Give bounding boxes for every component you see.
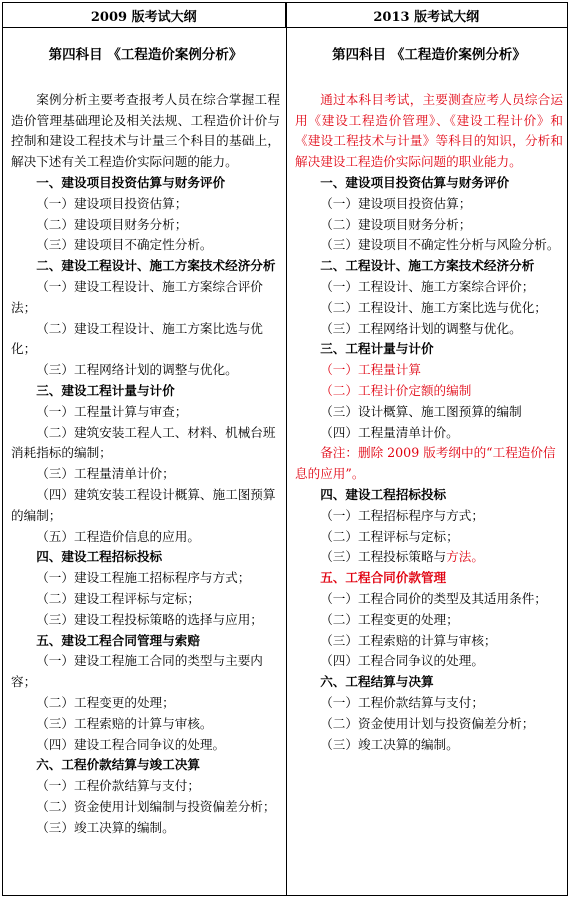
right-item-3-4: （四）工程量清单计价。 <box>320 424 459 440</box>
right-item-4-3-changed: 方法。 <box>446 549 484 565</box>
left-item-4-3: （三）建设工程投标策略的选择与应用； <box>36 611 263 627</box>
right-section-2: 二、工程设计、施工方案技术经济分析 <box>320 258 535 274</box>
left-item-6-2: （二）资金使用计划编制与投资偏差分析； <box>36 798 276 814</box>
left-item-1-2: （二）建设项目财务分析； <box>36 216 188 232</box>
left-item-2-1: （一）建设工程设计、施工方案综合评价法； <box>11 278 263 315</box>
left-item-1-3: （三）建设项目不确定性分析。 <box>36 237 213 253</box>
right-section-5: 五、工程合同价款管理 <box>320 570 447 586</box>
right-section-6: 六、工程结算与决算 <box>320 674 434 690</box>
left-item-3-4: （四）建筑安装工程设计概算、施工图预算的编制； <box>11 486 276 523</box>
right-title: 第四科目 《工程造价案例分析》 <box>332 47 526 63</box>
right-intro: 通过本科目考试，主要测查应考人员综合运用《建设工程造价管理》、《建设工程计价》和《建设工程技术与计量》等科目的知识，分析和解决建设工程造价实际问题的职业能力。 <box>295 91 563 170</box>
left-section-2: 二、建设工程设计、施工方案技术经济分析 <box>36 258 276 274</box>
right-item-5-1: （一）工程合同价的类型及其适用条件； <box>320 590 547 606</box>
right-item-4-2: （二）工程评标与定标； <box>320 528 459 544</box>
right-item-6-2: （二）资金使用计划与投资偏差分析； <box>320 715 535 731</box>
left-item-3-5: （五）工程造价信息的应用。 <box>36 528 200 544</box>
left-item-2-2: （二）建设工程设计、施工方案比选与优化； <box>11 320 263 357</box>
left-section-4: 四、建设工程招标投标 <box>36 549 163 565</box>
left-item-1-1: （一）建设项目投资估算； <box>36 195 188 211</box>
right-item-5-2: （二）工程变更的处理； <box>320 611 459 627</box>
right-item-4-1: （一）工程招标程序与方式； <box>320 507 484 523</box>
left-section-5: 五、建设工程合同管理与索赔 <box>36 632 200 648</box>
header-2009: 2009 版考试大纲 <box>3 3 286 27</box>
left-item-4-1: （一）建设工程施工招标程序与方式； <box>36 570 251 586</box>
right-item-3-2: （二）工程计价定额的编制 <box>320 382 472 398</box>
left-section-3: 三、建设工程计量与计价 <box>36 382 175 398</box>
left-title: 第四科目 《工程造价案例分析》 <box>48 47 243 63</box>
right-item-6-1: （一）工程价款结算与支付； <box>320 694 484 710</box>
left-item-6-3: （三）竣工决算的编制。 <box>36 819 175 835</box>
left-item-5-4: （四）建设工程合同争议的处理。 <box>36 736 226 752</box>
column-2009 <box>3 27 286 895</box>
right-section-3: 三、工程计量与计价 <box>320 341 434 357</box>
right-section-4: 四、建设工程招标投标 <box>320 486 447 502</box>
right-item-2-3: （三）工程网络计划的调整与优化。 <box>320 320 522 336</box>
header-2013: 2013 版考试大纲 <box>373 9 480 25</box>
left-item-6-1: （一）工程价款结算与支付； <box>36 778 200 794</box>
right-item-1-1: （一）建设项目投资估算； <box>320 195 472 211</box>
left-intro: 案例分析主要考查报考人员在综合掌握工程造价管理基础理论及相关法规、工程造价计价与控制和建设工程技术与计量三个科目的基础上，解决下述有关工程造价实际问题的能力。 <box>11 91 280 170</box>
right-item-3-1: （一）工程量计算 <box>320 362 421 378</box>
left-item-5-2: （二）工程变更的处理； <box>36 694 175 710</box>
right-item-2-2: （二）工程设计、施工方案比选与优化； <box>320 299 547 315</box>
left-item-2-3: （三）工程网络计划的调整与优化。 <box>36 362 238 378</box>
comparison-table <box>2 2 568 896</box>
column-2013 <box>287 27 569 895</box>
right-item-6-3: （三）竣工决算的编制。 <box>320 736 459 752</box>
right-item-3-3: （三）设计概算、施工图预算的编制 <box>320 403 522 419</box>
right-item-1-2: （二）建设项目财务分析； <box>320 216 472 232</box>
left-item-4-2: （二）建设工程评标与定标； <box>36 590 200 606</box>
left-item-3-2: （二）建筑安装工程人工、材料、机械台班消耗指标的编制； <box>11 424 276 461</box>
left-section-1: 一、建设项目投资估算与财务评价 <box>36 174 226 190</box>
left-item-3-3: （三）工程量清单计价； <box>36 466 175 482</box>
right-item-4-3 <box>295 547 563 568</box>
left-item-5-1: （一）建设工程施工合同的类型与主要内容； <box>11 653 263 690</box>
right-item-5-4: （四）工程合同争议的处理。 <box>320 653 484 669</box>
right-item-4-3-text: （三）工程投标策略与 <box>320 549 447 565</box>
right-item-1-3: （三）建设项目不确定性分析与风险分析。 <box>320 237 560 253</box>
left-item-5-3: （三）工程索赔的计算与审核。 <box>36 715 213 731</box>
right-note: 备注：删除 2009 版考纲中的“工程造价信息的应用”。 <box>295 445 556 482</box>
right-section-1: 一、建设项目投资估算与财务评价 <box>320 174 510 190</box>
left-section-6: 六、工程价款结算与竣工决算 <box>36 757 200 773</box>
table-header-row <box>3 3 567 28</box>
right-item-5-3: （三）工程索赔的计算与审核； <box>320 632 497 648</box>
left-item-3-1: （一）工程量计算与审查； <box>36 403 188 419</box>
right-item-2-1: （一）工程设计、施工方案综合评价； <box>320 278 535 294</box>
